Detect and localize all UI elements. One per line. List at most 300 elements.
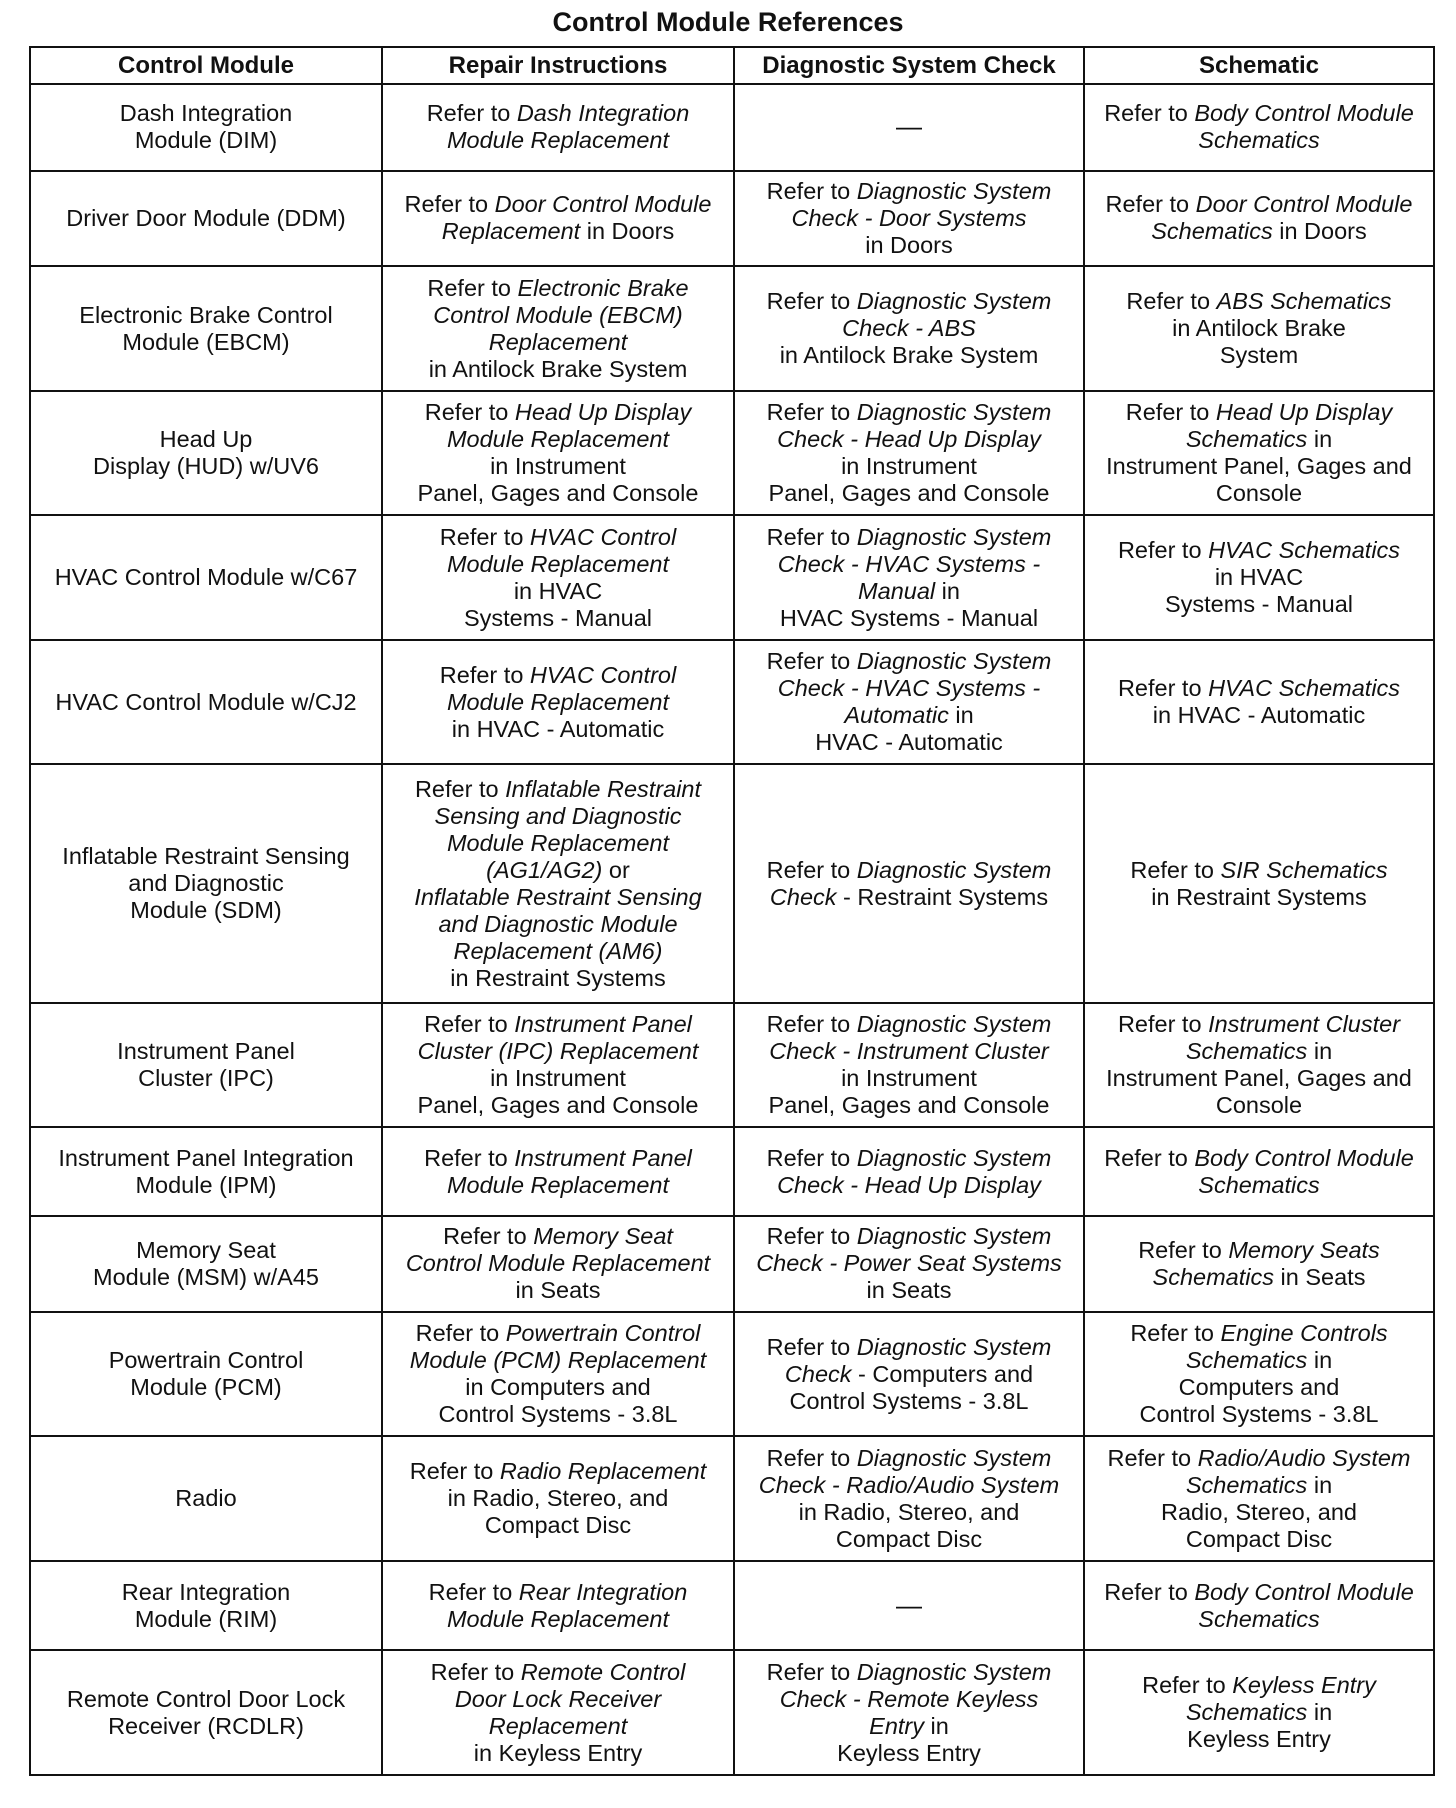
cell-line bbox=[1091, 1237, 1427, 1264]
control-module-table bbox=[29, 46, 1435, 1776]
italic-reference-text: Module Replacement bbox=[446, 1605, 670, 1632]
cell-line bbox=[741, 1361, 1077, 1388]
cell-schematic bbox=[1084, 1650, 1434, 1775]
cell-line bbox=[741, 1740, 1077, 1767]
cell-line bbox=[741, 480, 1077, 507]
plain-text: in bbox=[948, 702, 974, 729]
cell-line bbox=[1091, 1374, 1427, 1401]
italic-reference-text: Body Control Module bbox=[1194, 100, 1414, 127]
plain-text: Refer to bbox=[439, 661, 530, 688]
cell-line bbox=[389, 1374, 727, 1401]
cell-diagnostic-system-check bbox=[734, 1561, 1084, 1651]
table-row bbox=[30, 1561, 1434, 1651]
cell-line bbox=[741, 288, 1077, 315]
table-row bbox=[30, 764, 1434, 1002]
cell-line bbox=[741, 1526, 1077, 1553]
plain-text: Refer to bbox=[430, 1658, 521, 1685]
italic-reference-text: Check - Remote Keyless bbox=[779, 1685, 1039, 1712]
cell-line bbox=[741, 1065, 1077, 1092]
cell-line bbox=[389, 1579, 727, 1606]
plain-text: in Seats bbox=[515, 1277, 601, 1304]
italic-reference-text: Door Control Module bbox=[494, 191, 712, 218]
plain-text: Refer to bbox=[1138, 1236, 1229, 1263]
cell-line bbox=[389, 578, 727, 605]
plain-text: Refer to bbox=[1126, 288, 1217, 315]
plain-text: in Instrument bbox=[841, 453, 977, 480]
plain-text: Refer to bbox=[766, 856, 857, 883]
plain-text: in Antilock Brake System bbox=[428, 355, 688, 382]
italic-reference-text: Schematics bbox=[1185, 1038, 1308, 1064]
plain-text: Refer to bbox=[766, 1011, 857, 1037]
plain-text: Refer to bbox=[443, 1223, 534, 1250]
cell-line bbox=[1091, 1672, 1427, 1699]
italic-reference-text: Diagnostic System bbox=[856, 177, 1052, 204]
italic-reference-text: Module Replacement bbox=[446, 550, 670, 577]
cell-line bbox=[389, 938, 727, 965]
plain-text: Computers and bbox=[1178, 1374, 1340, 1401]
plain-text: in Restraint Systems bbox=[1151, 883, 1367, 910]
cell-line bbox=[741, 884, 1077, 911]
cell-schematic bbox=[1084, 1003, 1434, 1127]
cell-line bbox=[1091, 315, 1427, 342]
cell-control-module bbox=[30, 391, 382, 515]
cell-line bbox=[389, 127, 727, 154]
plain-text: Keyless Entry bbox=[837, 1739, 981, 1766]
cell-line bbox=[741, 1092, 1077, 1119]
plain-text: Console bbox=[1215, 1092, 1303, 1118]
cell-repair-instructions bbox=[382, 391, 734, 515]
plain-text: Refer to bbox=[414, 775, 506, 802]
plain-text: Refer to bbox=[404, 191, 495, 218]
cell-control-module bbox=[30, 84, 382, 171]
italic-reference-text: Check bbox=[784, 1360, 852, 1387]
cell-line: Receiver (RCDLR) bbox=[108, 1712, 304, 1739]
cell-line bbox=[389, 191, 727, 218]
cell-line bbox=[741, 1472, 1077, 1499]
cell-line bbox=[1091, 537, 1427, 564]
cell-line bbox=[389, 857, 727, 884]
cell-line bbox=[389, 803, 727, 830]
italic-reference-text: Body Control Module bbox=[1194, 1578, 1414, 1605]
cell-line: Module (RIM) bbox=[134, 1605, 278, 1632]
cell-repair-instructions bbox=[382, 1650, 734, 1775]
cell-line bbox=[1091, 288, 1427, 315]
cell-control-module bbox=[30, 1003, 382, 1127]
cell-line bbox=[389, 1686, 727, 1713]
cell-line bbox=[741, 1277, 1077, 1304]
cell-schematic bbox=[1084, 1216, 1434, 1312]
cell-line: Inflatable Restraint Sensing bbox=[62, 843, 350, 870]
plain-text: in Seats bbox=[866, 1277, 952, 1304]
plain-text: in bbox=[1307, 426, 1333, 453]
plain-text: — bbox=[896, 111, 922, 142]
cell-line bbox=[1091, 857, 1427, 884]
italic-reference-text: Check bbox=[769, 883, 837, 910]
cell-repair-instructions bbox=[382, 266, 734, 390]
plain-text: Refer to bbox=[1130, 1320, 1221, 1347]
italic-reference-text: Schematics bbox=[1151, 218, 1273, 245]
plain-text: in bbox=[1307, 1471, 1333, 1498]
cell-line: Rear Integration bbox=[121, 1578, 291, 1605]
plain-text: Refer to bbox=[766, 399, 857, 426]
cell-line bbox=[1091, 1264, 1427, 1291]
italic-reference-text: Check - HVAC Systems - bbox=[777, 675, 1041, 702]
cell-line bbox=[741, 205, 1077, 232]
cell-line bbox=[1091, 1699, 1427, 1726]
cell-line bbox=[389, 1320, 727, 1347]
cell-schematic bbox=[1084, 84, 1434, 171]
cell-schematic bbox=[1084, 1312, 1434, 1436]
table-row bbox=[30, 1216, 1434, 1312]
cell-line bbox=[741, 551, 1077, 578]
cell-repair-instructions bbox=[382, 1216, 734, 1312]
cell-line bbox=[741, 1589, 1077, 1620]
cell-line bbox=[741, 113, 1077, 141]
italic-reference-text: Diagnostic System bbox=[856, 288, 1052, 315]
cell-line bbox=[741, 1172, 1077, 1199]
table-row bbox=[30, 171, 1434, 267]
italic-reference-text: Diagnostic System bbox=[856, 399, 1052, 426]
cell-line: Module (MSM) w/A45 bbox=[93, 1263, 319, 1290]
cell-schematic bbox=[1084, 1127, 1434, 1216]
italic-reference-text: Diagnostic System bbox=[856, 1658, 1052, 1685]
plain-text: Radio, Stereo, and bbox=[1161, 1498, 1357, 1525]
cell-line bbox=[741, 1038, 1077, 1065]
cell-line bbox=[741, 178, 1077, 205]
cell-line bbox=[1091, 1038, 1427, 1065]
cell-line bbox=[741, 605, 1077, 632]
italic-reference-text: Diagnostic System bbox=[856, 1011, 1052, 1037]
italic-reference-text: Check - ABS bbox=[842, 315, 976, 342]
italic-reference-text: Diagnostic System bbox=[856, 523, 1052, 550]
cell-diagnostic-system-check bbox=[734, 391, 1084, 515]
italic-reference-text: Check - HVAC Systems - bbox=[777, 550, 1041, 577]
cell-line: Module (EBCM) bbox=[122, 328, 290, 355]
plain-text: Refer to bbox=[766, 1444, 857, 1471]
plain-text: Panel, Gages and Console bbox=[768, 480, 1050, 507]
italic-reference-text: Rear Integration bbox=[518, 1578, 688, 1605]
italic-reference-text: Diagnostic System bbox=[856, 648, 1052, 675]
plain-text: - Computers and bbox=[851, 1360, 1034, 1387]
cell-line bbox=[389, 1092, 727, 1119]
italic-reference-text: Dash Integration bbox=[516, 100, 690, 127]
cell-repair-instructions bbox=[382, 1312, 734, 1436]
cell-line bbox=[741, 453, 1077, 480]
cell-line bbox=[741, 1011, 1077, 1038]
cell-line bbox=[1091, 1011, 1427, 1038]
plain-text: Refer to bbox=[439, 523, 530, 550]
plain-text: Keyless Entry bbox=[1187, 1726, 1331, 1753]
italic-reference-text: Schematics bbox=[1185, 1699, 1308, 1726]
cell-line: Module (DIM) bbox=[134, 127, 278, 154]
cell-control-module bbox=[30, 1127, 382, 1216]
cell-line: Cluster (IPC) bbox=[138, 1065, 274, 1091]
plain-text: Refer to bbox=[766, 1333, 857, 1360]
plain-text: Refer to bbox=[428, 1578, 519, 1605]
italic-reference-text: SIR Schematics bbox=[1220, 856, 1388, 883]
cell-line bbox=[1091, 1726, 1427, 1753]
cell-line bbox=[389, 911, 727, 938]
cell-diagnostic-system-check bbox=[734, 640, 1084, 764]
italic-reference-text: Check - Door Systems bbox=[791, 204, 1027, 231]
italic-reference-text: ABS Schematics bbox=[1216, 288, 1392, 315]
cell-line: Driver Door Module (DDM) bbox=[66, 204, 346, 231]
cell-line bbox=[389, 480, 727, 507]
cell-line bbox=[389, 884, 727, 911]
cell-line bbox=[1091, 1065, 1427, 1092]
plain-text: Refer to bbox=[766, 1144, 857, 1171]
cell-control-module bbox=[30, 266, 382, 390]
cell-line bbox=[389, 1458, 727, 1485]
header-repair-instructions: Repair Instructions bbox=[382, 47, 734, 84]
cell-schematic bbox=[1084, 1436, 1434, 1560]
plain-text: in Restraint Systems bbox=[450, 964, 666, 991]
plain-text: Refer to bbox=[427, 274, 518, 301]
cell-repair-instructions bbox=[382, 1436, 734, 1560]
italic-reference-text: Diagnostic System bbox=[856, 1333, 1052, 1360]
italic-reference-text: Replacement bbox=[441, 218, 581, 245]
plain-text: Refer to bbox=[1130, 856, 1221, 883]
italic-reference-text: Head Up Display bbox=[1215, 399, 1393, 426]
cell-line bbox=[1091, 127, 1427, 154]
cell-line: Electronic Brake Control bbox=[79, 301, 333, 328]
cell-line bbox=[389, 1277, 727, 1304]
italic-reference-text: HVAC Control bbox=[529, 661, 677, 688]
cell-repair-instructions bbox=[382, 171, 734, 267]
cell-line bbox=[1091, 675, 1427, 702]
cell-line bbox=[1091, 1092, 1427, 1119]
plain-text: Instrument Panel, Gages and bbox=[1106, 1065, 1412, 1091]
plain-text: in bbox=[1307, 1699, 1333, 1726]
cell-line bbox=[741, 1686, 1077, 1713]
table-row bbox=[30, 515, 1434, 639]
cell-line: Module (PCM) bbox=[130, 1374, 282, 1401]
cell-control-module bbox=[30, 171, 382, 267]
cell-line bbox=[389, 275, 727, 302]
cell-line: Memory Seat bbox=[136, 1236, 276, 1263]
italic-reference-text: Control Module Replacement bbox=[405, 1250, 711, 1277]
plain-text: in Doors bbox=[865, 231, 953, 258]
italic-reference-text: Memory Seats bbox=[1228, 1236, 1380, 1263]
cell-line bbox=[389, 329, 727, 356]
cell-line bbox=[389, 356, 727, 383]
table-row bbox=[30, 1650, 1434, 1775]
plain-text: Refer to bbox=[766, 648, 857, 675]
cell-schematic bbox=[1084, 391, 1434, 515]
italic-reference-text: Door Lock Receiver bbox=[454, 1685, 662, 1712]
italic-reference-text: HVAC Control bbox=[529, 523, 677, 550]
table-row bbox=[30, 1127, 1434, 1216]
italic-reference-text: Schematics bbox=[1185, 1347, 1308, 1374]
plain-text: Panel, Gages and Console bbox=[417, 1092, 699, 1118]
cell-line bbox=[389, 965, 727, 992]
cell-line bbox=[389, 453, 727, 480]
cell-line bbox=[389, 100, 727, 127]
cell-line: Instrument Panel bbox=[117, 1038, 295, 1064]
italic-reference-text: Powertrain Control bbox=[505, 1320, 701, 1347]
plain-text: in Seats bbox=[1274, 1263, 1366, 1290]
plain-text: Refer to bbox=[424, 1144, 515, 1171]
italic-reference-text: Control Module (EBCM) bbox=[433, 301, 683, 328]
plain-text: System bbox=[1219, 342, 1299, 369]
plain-text: Refer to bbox=[1117, 1011, 1209, 1037]
cell-line bbox=[389, 716, 727, 743]
plain-text: in bbox=[1307, 1038, 1333, 1064]
plain-text: in HVAC - Automatic bbox=[1152, 702, 1366, 729]
table-row bbox=[30, 1312, 1434, 1436]
plain-text: Refer to bbox=[766, 177, 857, 204]
italic-reference-text: Module Replacement bbox=[446, 1171, 670, 1198]
italic-reference-text: Module Replacement bbox=[446, 426, 670, 453]
plain-text: Compact Disc bbox=[1185, 1525, 1333, 1552]
cell-line bbox=[1091, 1347, 1427, 1374]
cell-line: Dash Integration bbox=[119, 100, 293, 127]
cell-line bbox=[741, 1445, 1077, 1472]
cell-schematic bbox=[1084, 171, 1434, 267]
cell-line bbox=[389, 662, 727, 689]
cell-line bbox=[389, 776, 727, 803]
cell-diagnostic-system-check bbox=[734, 1216, 1084, 1312]
cell-repair-instructions bbox=[382, 1127, 734, 1216]
italic-reference-text: Diagnostic System bbox=[856, 1444, 1052, 1471]
cell-schematic bbox=[1084, 266, 1434, 390]
italic-reference-text: Memory Seat bbox=[533, 1223, 673, 1250]
cell-repair-instructions bbox=[382, 1561, 734, 1651]
cell-line bbox=[389, 1145, 727, 1172]
cell-line: Powertrain Control bbox=[108, 1347, 304, 1374]
italic-reference-text: Check - Power Seat Systems bbox=[756, 1250, 1062, 1277]
page-title: Control Module References bbox=[552, 7, 904, 37]
plain-text: Systems - Manual bbox=[1164, 591, 1354, 618]
italic-reference-text: Door Control Module bbox=[1195, 191, 1413, 218]
italic-reference-text: Check - Head Up Display bbox=[777, 426, 1041, 453]
plain-text: Control Systems - 3.8L bbox=[1139, 1401, 1379, 1428]
plain-text: HVAC - Automatic bbox=[815, 729, 1003, 756]
cell-schematic bbox=[1084, 1561, 1434, 1651]
cell-line bbox=[1091, 342, 1427, 369]
cell-line bbox=[389, 689, 727, 716]
italic-reference-text: Instrument Panel bbox=[514, 1011, 692, 1037]
plain-text: Refer to bbox=[1142, 1672, 1233, 1699]
italic-reference-text: HVAC Schematics bbox=[1208, 537, 1401, 564]
cell-line bbox=[741, 1713, 1077, 1740]
italic-reference-text: Sensing and Diagnostic bbox=[434, 802, 682, 829]
cell-line bbox=[389, 302, 727, 329]
plain-text: Refer to bbox=[1105, 191, 1196, 218]
cell-line bbox=[389, 1512, 727, 1539]
italic-reference-text: Module (PCM) Replacement bbox=[409, 1347, 707, 1374]
cell-line bbox=[389, 218, 727, 245]
cell-line: Remote Control Door Lock bbox=[66, 1685, 346, 1712]
header-schematic: Schematic bbox=[1084, 47, 1434, 84]
cell-diagnostic-system-check bbox=[734, 1003, 1084, 1127]
plain-text: in HVAC bbox=[513, 577, 603, 604]
cell-line bbox=[1091, 1445, 1427, 1472]
plain-text: in Antilock Brake System bbox=[779, 342, 1039, 369]
italic-reference-text: (AG1/AG2) bbox=[486, 856, 603, 883]
plain-text: in Antilock Brake bbox=[1172, 315, 1346, 342]
cell-line bbox=[389, 605, 727, 632]
italic-reference-text: Schematics bbox=[1152, 1263, 1274, 1290]
italic-reference-text: Schematics bbox=[1198, 1605, 1320, 1632]
italic-reference-text: Body Control Module bbox=[1194, 1144, 1414, 1171]
cell-control-module bbox=[30, 515, 382, 639]
italic-reference-text: Instrument Panel bbox=[514, 1144, 692, 1171]
cell-line bbox=[741, 702, 1077, 729]
italic-reference-text: Automatic bbox=[844, 702, 949, 729]
plain-text: in Radio, Stereo, and bbox=[798, 1498, 1020, 1525]
cell-line bbox=[1091, 884, 1427, 911]
italic-reference-text: Module Replacement bbox=[446, 688, 670, 715]
cell-line: HVAC Control Module w/CJ2 bbox=[55, 688, 357, 715]
cell-line bbox=[741, 1388, 1077, 1415]
italic-reference-text: Replacement bbox=[488, 328, 628, 355]
plain-text: HVAC Systems - Manual bbox=[779, 604, 1039, 631]
plain-text: in bbox=[1307, 1347, 1333, 1374]
cell-schematic bbox=[1084, 515, 1434, 639]
cell-line bbox=[1091, 564, 1427, 591]
italic-reference-text: Check - Radio/Audio System bbox=[758, 1471, 1060, 1498]
italic-reference-text: Inflatable Restraint bbox=[505, 775, 702, 802]
cell-line bbox=[741, 675, 1077, 702]
cell-line: Module (SDM) bbox=[130, 897, 282, 924]
cell-line bbox=[1091, 1472, 1427, 1499]
italic-reference-text: Module Replacement bbox=[446, 127, 670, 154]
plain-text: in HVAC - Automatic bbox=[451, 715, 665, 742]
italic-reference-text: Check - Instrument Cluster bbox=[769, 1038, 1049, 1064]
italic-reference-text: Replacement bbox=[488, 1712, 628, 1739]
cell-diagnostic-system-check bbox=[734, 1650, 1084, 1775]
plain-text: Refer to bbox=[1104, 100, 1195, 127]
italic-reference-text: Module Replacement bbox=[446, 829, 670, 856]
cell-schematic bbox=[1084, 640, 1434, 764]
cell-line bbox=[389, 1606, 727, 1633]
cell-line bbox=[389, 1347, 727, 1374]
plain-text: Console bbox=[1215, 480, 1303, 507]
cell-line bbox=[389, 1713, 727, 1740]
italic-reference-text: Replacement (AM6) bbox=[453, 937, 663, 964]
plain-text: Compact Disc bbox=[835, 1525, 983, 1552]
cell-control-module bbox=[30, 1216, 382, 1312]
cell-line bbox=[741, 399, 1077, 426]
cell-line bbox=[389, 551, 727, 578]
cell-control-module bbox=[30, 764, 382, 1002]
cell-line: Head Up bbox=[159, 426, 253, 453]
cell-line bbox=[1091, 480, 1427, 507]
cell-repair-instructions bbox=[382, 84, 734, 171]
cell-line bbox=[741, 729, 1077, 756]
cell-line bbox=[1091, 218, 1427, 245]
plain-text: Refer to bbox=[1104, 1144, 1195, 1171]
cell-line bbox=[741, 648, 1077, 675]
plain-text: Refer to bbox=[1117, 537, 1209, 564]
cell-diagnostic-system-check bbox=[734, 84, 1084, 171]
plain-text: Refer to bbox=[766, 523, 857, 550]
cell-line: Instrument Panel Integration bbox=[58, 1144, 354, 1171]
cell-diagnostic-system-check bbox=[734, 764, 1084, 1002]
header-diagnostic-system-check: Diagnostic System Check bbox=[734, 47, 1084, 84]
plain-text: in Instrument bbox=[490, 1065, 626, 1091]
cell-line bbox=[389, 1172, 727, 1199]
cell-line bbox=[389, 1223, 727, 1250]
italic-reference-text: Electronic Brake bbox=[517, 274, 689, 301]
cell-diagnostic-system-check bbox=[734, 266, 1084, 390]
italic-reference-text: Check - Head Up Display bbox=[777, 1171, 1041, 1198]
cell-line bbox=[1091, 1499, 1427, 1526]
cell-schematic bbox=[1084, 764, 1434, 1002]
plain-text: in Radio, Stereo, and bbox=[447, 1485, 669, 1512]
italic-reference-text: Schematics bbox=[1185, 426, 1308, 453]
